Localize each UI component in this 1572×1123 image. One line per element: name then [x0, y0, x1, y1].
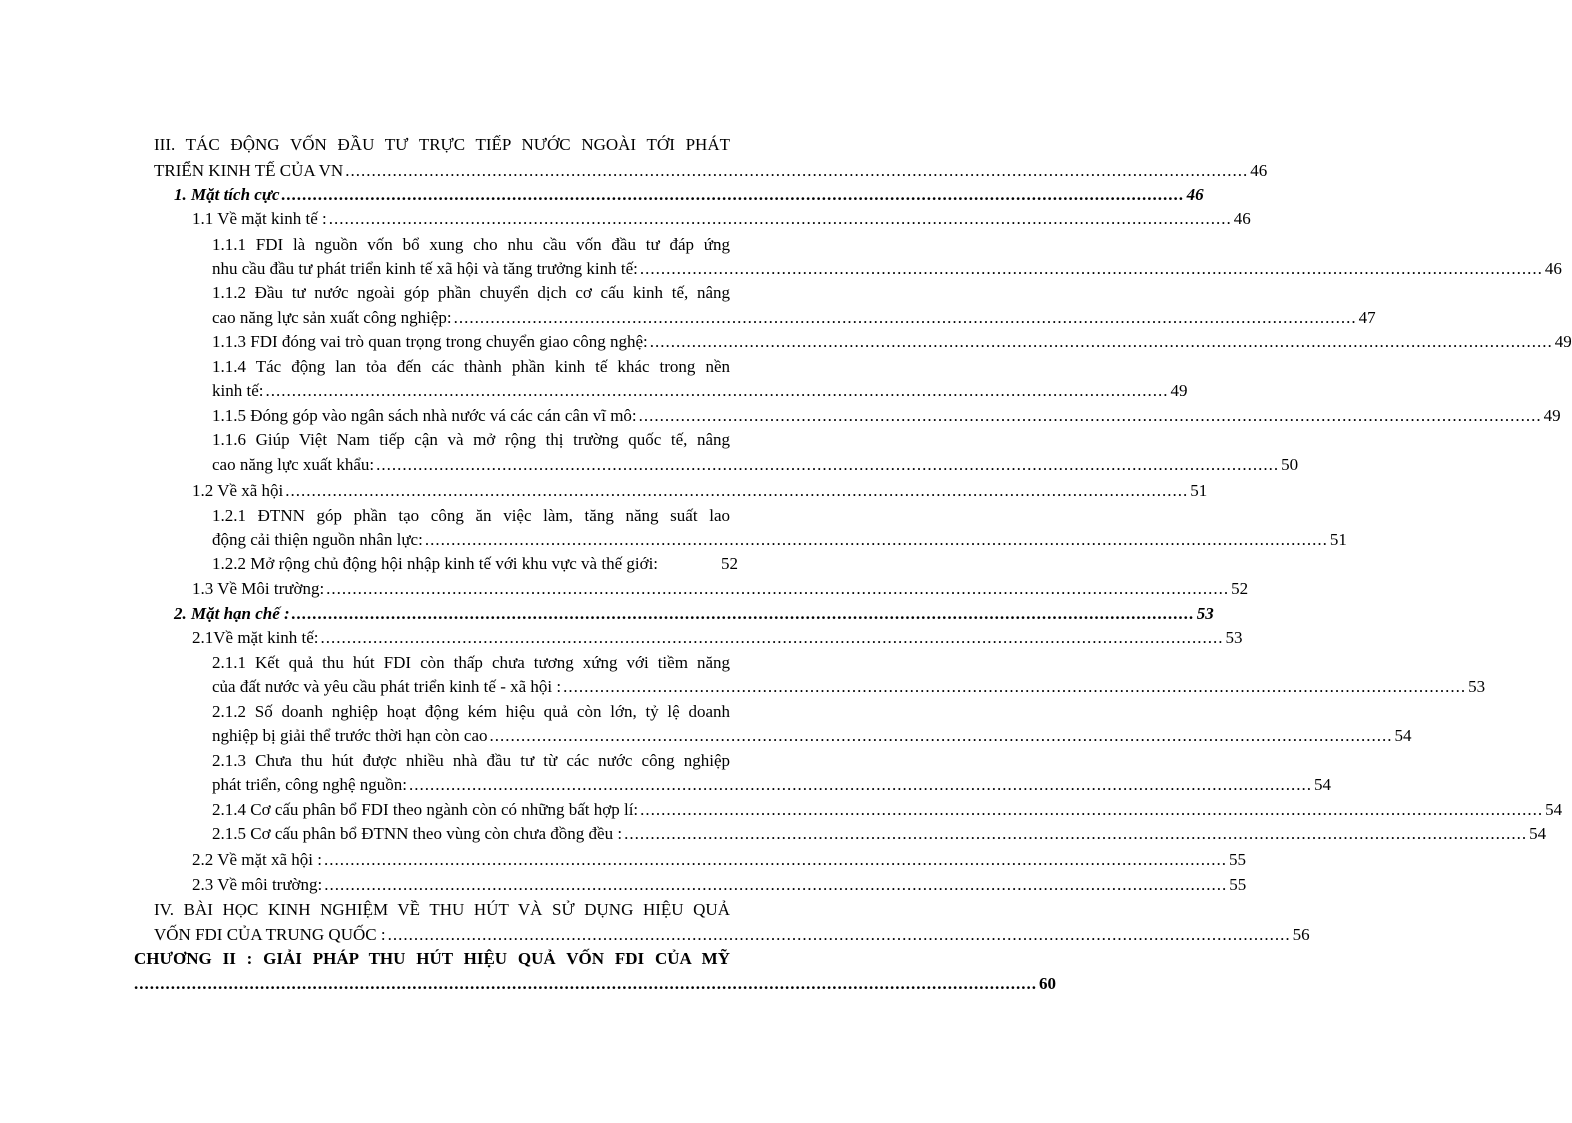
toc-page-number: 46 — [1544, 259, 1562, 278]
toc-page-number: 53 — [1225, 628, 1243, 647]
toc-entry-text: CHƯƠNG II : GIẢI PHÁP THU HÚT HIỆU QUẢ VỐN FDI CỦA MỸ — [134, 949, 730, 968]
toc-entry-2-1-5[interactable] — [212, 823, 1547, 845]
toc-page-number: 47 — [1358, 308, 1376, 327]
dot-leader: ............................................................................................................................................................................ — [134, 974, 1037, 993]
dot-leader: ............................................................................................................................................................................ — [345, 161, 1249, 180]
dot-leader: ............................................................................................................................................................................ — [328, 209, 1232, 228]
toc-entry-text: 1. Mặt tích cực — [174, 185, 280, 204]
toc-entry-2-1-3[interactable] — [212, 774, 1331, 796]
toc-entry-text: VỐN FDI CỦA TRUNG QUỐC : — [154, 925, 386, 944]
toc-entry-text: động cải thiện nguồn nhân lực: — [212, 530, 423, 549]
toc-entry-text: nhu cầu đầu tư phát triển kinh tế xã hội và tăng trưởng kinh tế: — [212, 259, 638, 278]
toc-entry-text: 2.1.4 Cơ cấu phân bổ FDI theo ngành còn có những bất hợp lí: — [212, 800, 639, 819]
toc-entry-text: 2. Mặt hạn chế : — [174, 604, 290, 623]
toc-entry-chapter-ii[interactable] — [134, 973, 1056, 995]
toc-entry-text: cao năng lực xuất khẩu: — [212, 455, 375, 474]
dot-leader: ............................................................................................................................................................................ — [387, 925, 1291, 944]
toc-entry-1-3[interactable] — [192, 578, 1249, 600]
toc-page-number: 46 — [1233, 209, 1251, 228]
toc-entry-2-1-2[interactable] — [212, 725, 1412, 747]
toc-page-number: 60 — [1039, 974, 1056, 993]
toc-entry-1-1-4[interactable] — [212, 356, 730, 378]
toc-entry-2-1-3[interactable] — [212, 750, 730, 772]
toc-entry-2-3[interactable] — [192, 874, 1247, 896]
toc-entry-2-1-1[interactable] — [212, 652, 730, 674]
toc-entry-text: IV. BÀI HỌC KINH NGHIỆM VỀ THU HÚT VÀ SỬ DỤNG HIỆU QUẢ — [154, 900, 730, 919]
toc-page-number: 54 — [1314, 775, 1331, 794]
toc-page-number: 52 — [721, 554, 738, 573]
toc-entry-1-1-2[interactable] — [212, 307, 1376, 329]
toc-entry-1-2[interactable] — [192, 480, 1208, 502]
toc-entry-text: 2.1Về mặt kinh tế: — [192, 628, 319, 647]
dot-leader: ............................................................................................................................................................................ — [624, 824, 1528, 843]
toc-page-number: 49 — [1170, 381, 1188, 400]
toc-entry-text: 1.1.3 FDI đóng vai trò quan trọng trong chuyển giao công nghệ: — [212, 332, 648, 351]
toc-page-number: 49 — [1543, 406, 1561, 425]
toc-entry-2-2[interactable] — [192, 849, 1246, 871]
toc-entry-1-1-4[interactable] — [212, 380, 1188, 402]
dot-leader: ............................................................................................................................................................................ — [649, 332, 1553, 351]
toc-entry-text: 1.3 Về Môi trường: — [192, 579, 325, 598]
toc-entry-1-2-2[interactable] — [212, 553, 738, 575]
toc-page-number: 54 — [1394, 726, 1412, 745]
toc-entry-text: kinh tế: — [212, 381, 264, 400]
toc-entry-1-1-2[interactable] — [212, 282, 730, 304]
dot-leader: ............................................................................................................................................................................ — [640, 800, 1544, 819]
toc-entry-text: 1.2.1 ĐTNN góp phần tạo công ăn việc làm, tăng năng suất lao — [212, 506, 730, 525]
toc-entry-text: 2.3 Về môi trường: — [192, 875, 323, 894]
dot-leader: ............................................................................................................................................................................ — [324, 875, 1228, 894]
dot-leader: ............................................................................................................................................................................ — [639, 259, 1543, 278]
dot-leader: ............................................................................................................................................................................ — [453, 308, 1357, 327]
toc-entry-2-1[interactable] — [192, 627, 1243, 649]
toc-entry-text: 1.1.4 Tác động lan tỏa đến các thành phần kinh tế khác trong nền — [212, 357, 730, 376]
toc-entry-text: 1.1.2 Đầu tư nước ngoài góp phần chuyển dịch cơ cấu kinh tế, nâng — [212, 283, 730, 302]
toc-entry-1-2-1[interactable] — [212, 505, 730, 527]
toc-entry-text: 2.1.1 Kết quả thu hút FDI còn thấp chưa tương xứng với tiềm năng — [212, 653, 730, 672]
toc-entry-1-1-6[interactable] — [212, 454, 1299, 476]
toc-entry-section-iii[interactable] — [154, 160, 1268, 182]
dot-leader: ............................................................................................................................................................................ — [638, 406, 1542, 425]
toc-entry-section-iii[interactable] — [154, 134, 730, 156]
toc-page-number: 51 — [1329, 530, 1347, 549]
toc-entry-1-1-5[interactable] — [212, 405, 1561, 427]
dot-leader: ............................................................................................................................................................................ — [424, 530, 1328, 549]
toc-entry-text: 2.1.3 Chưa thu hút được nhiều nhà đầu tư từ các nước công nghiệp — [212, 751, 730, 770]
toc-page-number: 51 — [1190, 481, 1208, 500]
toc-page-number: 52 — [1231, 579, 1249, 598]
toc-entry-text: 2.2 Về mặt xã hội : — [192, 850, 322, 869]
dot-leader: ............................................................................................................................................................................ — [376, 455, 1280, 474]
toc-entry-text: 1.1.5 Đóng góp vào ngân sách nhà nước vá các cán cân vĩ mô: — [212, 406, 637, 425]
toc-page-number: 54 — [1545, 800, 1563, 819]
toc-entry-text: phát triển, công nghệ nguồn: — [212, 775, 407, 794]
dot-leader: ............................................................................................................................................................................ — [563, 677, 1467, 696]
toc-entry-1-1[interactable] — [192, 208, 1251, 230]
toc-page-number: 53 — [1468, 677, 1486, 696]
dot-leader: ............................................................................................................................................................................ — [281, 185, 1185, 204]
toc-entry-mat-tich-cuc[interactable] — [174, 184, 1204, 206]
dot-leader: ............................................................................................................................................................................ — [265, 381, 1169, 400]
dot-leader: ............................................................................................................................................................................ — [324, 850, 1227, 869]
toc-entry-text: 1.1.6 Giúp Việt Nam tiếp cận và mở rộng thị trường quốc tế, nâng — [212, 430, 730, 449]
toc-entry-text: 1.2.2 Mở rộng chủ động hội nhập kinh tế với khu vực và thế giới: — [212, 554, 659, 573]
toc-page-number: 55 — [1229, 875, 1247, 894]
toc-entry-2-1-1[interactable] — [212, 676, 1486, 698]
toc-entry-section-iv[interactable] — [154, 899, 730, 921]
toc-entry-1-2-1[interactable] — [212, 529, 1347, 551]
toc-entry-mat-han-che[interactable] — [174, 603, 1214, 625]
toc-entry-text: 1.1 Về mặt kinh tế : — [192, 209, 327, 228]
dot-leader: ............................................................................................................................................................................ — [326, 579, 1230, 598]
toc-entry-text: 2.1.5 Cơ cấu phân bổ ĐTNN theo vùng còn chưa đồng đều : — [212, 824, 623, 843]
toc-page-number: 46 — [1250, 161, 1268, 180]
toc-entry-text: 1.2 Về xã hội — [192, 481, 284, 500]
dot-leader: ............................................................................................................................................................................ — [409, 775, 1312, 794]
toc-page-number: 56 — [1292, 925, 1310, 944]
toc-entry-text: nghiệp bị giải thể trước thời hạn còn cao — [212, 726, 488, 745]
toc-page-number: 49 — [1554, 332, 1572, 351]
toc-entry-text: TRIỂN KINH TẾ CỦA VN — [154, 161, 344, 180]
toc-entry-text: 2.1.2 Số doanh nghiệp hoạt động kém hiệu quả còn lớn, tỷ lệ doanh — [212, 702, 730, 721]
toc-page-number: 55 — [1229, 850, 1246, 869]
toc-entry-1-1-1[interactable] — [212, 258, 1562, 280]
toc-entry-text: của đất nước và yêu cầu phát triển kinh tế - xã hội : — [212, 677, 562, 696]
dot-leader: ............................................................................................................................................................................ — [285, 481, 1189, 500]
toc-entry-2-1-2[interactable] — [212, 701, 730, 723]
toc-entry-text: III. TÁC ĐỘNG VỐN ĐẦU TƯ TRỰC TIẾP NƯỚC NGOÀI TỚI PHÁT — [154, 135, 730, 154]
toc-entry-1-1-3[interactable] — [212, 331, 1572, 353]
toc-page-number: 46 — [1186, 185, 1204, 204]
toc-entry-1-1-6[interactable] — [212, 429, 730, 451]
toc-entry-section-iv[interactable] — [154, 924, 1310, 946]
toc-entry-text: 1.1.1 FDI là nguồn vốn bổ xung cho nhu cầu vốn đầu tư đáp ứng — [212, 235, 730, 254]
dot-leader: ............................................................................................................................................................................ — [489, 726, 1393, 745]
toc-entry-chapter-ii[interactable] — [134, 948, 730, 970]
toc-page-number: 54 — [1529, 824, 1547, 843]
dot-leader: ............................................................................................................................................................................ — [320, 628, 1224, 647]
toc-page-number: 50 — [1281, 455, 1299, 474]
toc-entry-1-1-1[interactable] — [212, 234, 730, 256]
toc-entry-text: cao năng lực sản xuất công nghiệp: — [212, 308, 452, 327]
toc-page-number: 53 — [1196, 604, 1214, 623]
toc-entry-2-1-4[interactable] — [212, 799, 1563, 821]
dot-leader: ............................................................................................................................................................................ — [291, 604, 1195, 623]
